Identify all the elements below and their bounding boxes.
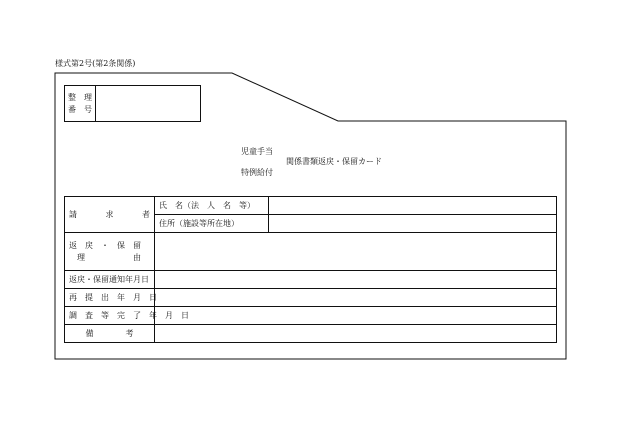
- seiri-number-label: 整 理 番 号: [65, 86, 96, 121]
- notify-date-label: 返戻・保留通知年月日: [65, 271, 155, 289]
- seiri-number-field[interactable]: [96, 86, 200, 121]
- seiri-number-box: [64, 85, 201, 122]
- form-number-label: 様式第2号(第2条関係): [55, 59, 136, 68]
- remarks-field[interactable]: [155, 325, 557, 343]
- remarks-label: 備 考: [65, 325, 155, 343]
- name-label: 氏 名（法 人 名 等）: [155, 197, 269, 215]
- title-jidou-teate: 児童手当: [241, 147, 273, 156]
- notify-date-field[interactable]: [155, 271, 557, 289]
- resubmit-date-label: 再 提 出 年 月 日: [65, 289, 155, 307]
- address-label: 住所（施設等所在地）: [155, 215, 269, 233]
- name-field[interactable]: [269, 197, 557, 215]
- card-table: [64, 196, 557, 343]
- return-reason-field[interactable]: [155, 233, 557, 271]
- claimant-label: 請 求 者: [65, 197, 155, 233]
- address-field[interactable]: [269, 215, 557, 233]
- survey-date-label: 調 査 等 完 了 年 月 日: [65, 307, 155, 325]
- return-reason-label: 返 戻 ・ 保 留 理 由: [65, 233, 155, 271]
- title-card-name: 関係書類返戻・保留カード: [286, 157, 382, 166]
- survey-date-field[interactable]: [155, 307, 557, 325]
- title-tokurei-kyufu: 特例給付: [241, 168, 273, 177]
- resubmit-date-field[interactable]: [155, 289, 557, 307]
